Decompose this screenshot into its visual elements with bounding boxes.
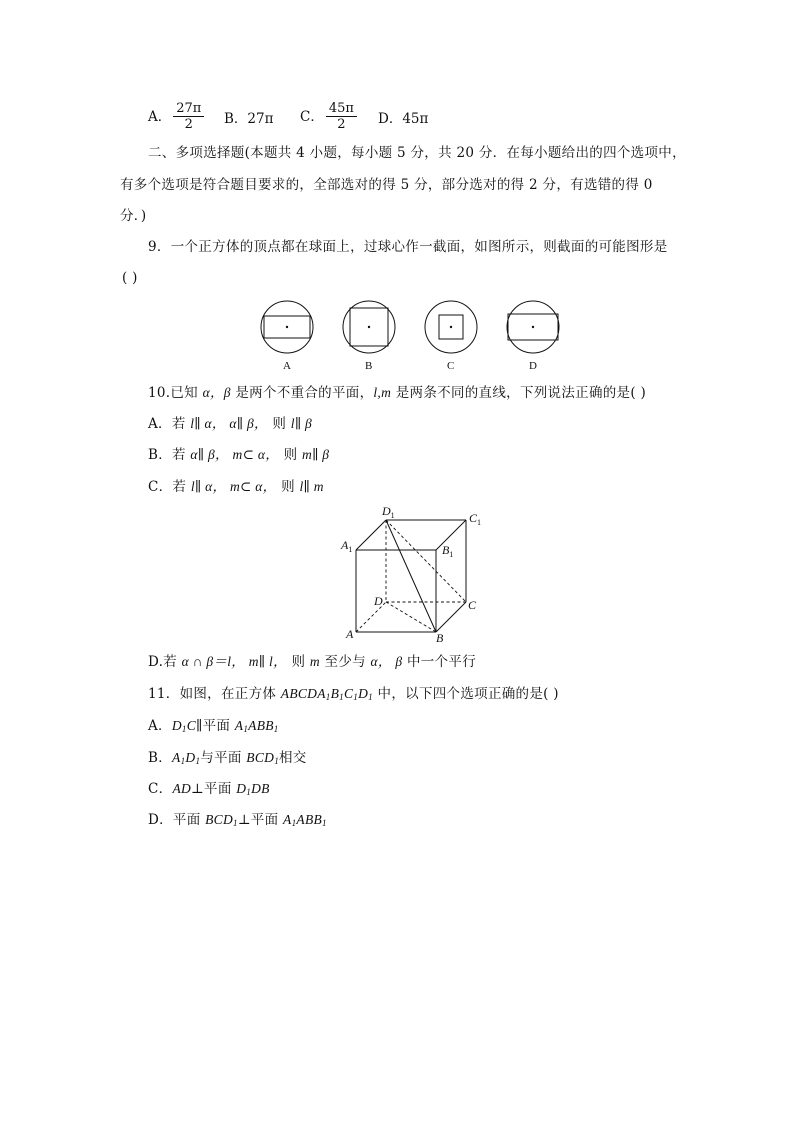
q10-option-c-condition: l∥ α， m⊂ α，	[190, 479, 277, 494]
q9-figure-d-center	[532, 326, 534, 328]
q10-option-d-condition: α ∩ β＝l， m∥ l，	[181, 654, 287, 669]
q11-stem-b1-sub: 1	[339, 692, 344, 702]
q11-option-c	[148, 780, 270, 801]
cube-label-b1	[442, 543, 453, 559]
cube-label-c1-sub: 1	[477, 518, 482, 527]
q9-figure-c-center	[450, 326, 452, 328]
q11-option-b-text: 与平面	[200, 750, 247, 766]
q11-b-d1-sub: 1	[195, 756, 201, 766]
q10-option-a	[148, 415, 312, 433]
q9-figure-a-label: A	[283, 360, 291, 372]
q11-b-a1-letter: A	[172, 750, 181, 765]
q11-stem-a1-letter: A	[317, 686, 326, 701]
q10-option-c-result: l∥ m	[299, 479, 324, 494]
q10-stem-suffix: 是两条不同的直线，下列说法正确的是( )	[391, 385, 647, 401]
cube-label-b: B	[436, 631, 444, 644]
q10-option-b-result: m∥ β	[302, 447, 330, 462]
q11-option-a-plane	[235, 718, 279, 733]
q10-option-c-prefix: C．若	[148, 479, 191, 495]
q11-b-d1b-sub: 1	[274, 756, 279, 766]
q11-option-c-plane	[236, 781, 269, 796]
section2-line-1: 二、多项选择题(本题共 4 小题，每小题 5 分，共 20 分．在每小题给出的四个选项中，	[148, 145, 686, 161]
cube-label-a: A	[346, 627, 354, 641]
q11-option-a-text: ∥平面	[196, 718, 235, 734]
q11-d-d1-letter: D	[222, 812, 234, 827]
q11-d-b-letter: B	[205, 812, 214, 827]
q8-option-c-numerator: 45π	[326, 101, 357, 117]
q11-c-d1-letter: D	[236, 781, 247, 796]
q11-option-b-plane	[246, 750, 279, 765]
q8-option-d-value: 45π	[402, 111, 429, 127]
q11-c-d1-sub: 1	[246, 787, 252, 797]
q11-b-c-letter: C	[254, 750, 265, 765]
q11-b-d1b-letter: D	[264, 750, 275, 765]
q11-a-c-letter: C	[186, 718, 197, 733]
q11-a-a1-sub: 1	[243, 724, 249, 734]
q10-stem	[148, 384, 646, 402]
q11-d-a-letter: A	[296, 812, 305, 827]
q11-c-b-letter: B	[261, 781, 270, 796]
q11-a-d-letter: D	[171, 718, 182, 733]
q11-option-b	[148, 749, 307, 770]
q10-option-a-then: 则	[267, 416, 291, 432]
q11-d-d1-sub: 1	[233, 818, 238, 828]
cube-figure-svg	[336, 502, 486, 644]
q10-option-b-condition: α∥ β， m⊂ α，	[190, 447, 280, 462]
section2-line-3: 分．)	[120, 208, 147, 224]
q10-option-c	[148, 478, 324, 496]
q11-option-c-line	[172, 781, 191, 796]
q11-option-d-prefix: D．平面	[148, 812, 206, 828]
q10-option-d-m: m	[309, 654, 320, 669]
q11-b-b-letter: B	[246, 750, 255, 765]
q8-option-d-label: D．	[378, 111, 403, 127]
q8-option-b-label: B．	[224, 111, 248, 127]
cube-label-d: D	[374, 594, 383, 608]
q11-c-d2-letter: D	[251, 781, 262, 796]
cube-edge-b1c1	[436, 520, 466, 550]
q11-option-b-prefix: B．	[148, 750, 173, 766]
q8-option-c-label: C．	[300, 109, 324, 125]
cube-label-c1-letter: C	[469, 511, 478, 525]
cube-edge-bc	[436, 602, 466, 632]
q11-stem-d1-letter: D	[358, 686, 369, 701]
cube-label-b1-sub: 1	[449, 550, 454, 559]
q9-figure-b-center	[368, 326, 370, 328]
q11-option-a-line	[172, 718, 196, 733]
cube-label-a1-letter: A	[341, 538, 349, 552]
q11-d-b1-letter: B	[313, 812, 323, 827]
q11-stem-prefix: 11．如图，在正方体	[148, 686, 281, 702]
q11-b-d1-letter: D	[185, 750, 196, 765]
section2-line-2: 有多个选项是符合题目要求的，全部选对的得 5 分，部分选对的得 2 分，有选错的得 0	[120, 177, 653, 193]
q9-figure-d	[507, 301, 559, 372]
q10-option-a-condition: l∥ α， α∥ β，	[190, 416, 268, 431]
q11-d-b2-letter: B	[304, 812, 314, 827]
q8-option-c	[300, 101, 359, 133]
cube-label-d1	[381, 504, 395, 520]
q11-d-a1-sub: 1	[291, 818, 297, 828]
q10-option-d	[148, 653, 476, 671]
q11-stem-cube	[281, 686, 373, 701]
q11-a-b1-sub: 1	[273, 724, 279, 734]
q10-option-d-suffix: 中一个平行	[402, 654, 476, 670]
q11-a-b1-letter: B	[265, 718, 274, 733]
cube-label-a1-sub: 1	[348, 545, 353, 554]
q9-stem-line-1: 9．一个正方体的顶点都在球面上，过球心作一截面，如图所示，则截面的可能图形是	[148, 239, 668, 255]
q10-stem-prefix: 10.已知	[148, 385, 203, 401]
q8-option-a-fraction	[173, 101, 204, 133]
q9-figure-b-label: B	[365, 360, 373, 372]
q8-option-a-numerator: 27π	[173, 101, 204, 117]
q11-a-d-sub: 1	[181, 724, 187, 734]
cube-figure	[336, 502, 486, 644]
q11-d-c-letter: C	[213, 812, 223, 827]
q9-figure-c-label: C	[447, 360, 455, 372]
q8-option-a-label: A．	[148, 109, 172, 125]
q8-option-c-fraction	[326, 101, 357, 133]
q10-option-d-then: 则	[286, 654, 310, 670]
q11-d-b1-sub: 1	[322, 818, 327, 828]
q9-figure-c	[425, 301, 477, 372]
q11-a-a-letter: A	[248, 718, 257, 733]
q11-stem	[148, 685, 559, 706]
q11-a-a1-letter: A	[234, 718, 244, 733]
q11-stem-a1-sub: 1	[325, 692, 331, 702]
cube-label-d1-letter: D	[382, 504, 391, 518]
q8-option-b-value: 27π	[247, 111, 274, 127]
q8-option-c-denominator: 2	[337, 117, 346, 132]
q11-option-d-text: ⊥平面	[237, 812, 284, 828]
q9-figure-b	[343, 301, 395, 372]
q11-option-d-plane2	[283, 812, 327, 827]
q10-stem-mid: 是两个不重合的平面，	[230, 385, 374, 401]
q11-option-d	[148, 811, 327, 832]
q11-option-b-suffix: 相交	[279, 750, 307, 766]
q11-d-a1-letter: A	[283, 812, 292, 827]
cube-label-c: C	[468, 598, 477, 612]
q11-c-d-letter: D	[180, 781, 192, 796]
q11-option-a-prefix: A．	[148, 718, 172, 734]
q11-b-a1-sub: 1	[180, 756, 186, 766]
cube-edge-d1a1	[356, 520, 386, 550]
q11-stem-b1-letter: B	[330, 686, 340, 701]
q8-option-d	[378, 110, 428, 128]
q8-option-a-denominator: 2	[184, 117, 193, 132]
q11-option-c-text: ⊥平面	[191, 781, 237, 797]
cube-label-a1	[340, 538, 352, 554]
q10-option-b-prefix: B．若	[148, 447, 191, 463]
q10-option-a-result: l∥ β	[290, 416, 313, 431]
cube-segment-db-hidden	[386, 602, 436, 632]
q10-stem-planes: α，β	[202, 385, 231, 400]
q8-option-a	[148, 101, 206, 133]
q11-stem-suffix: 中，以下四个选项正确的是( )	[372, 686, 559, 702]
q11-stem-cube-base: ABCD	[280, 686, 318, 701]
q11-c-a-letter: A	[172, 781, 181, 796]
q11-option-c-prefix: C．	[148, 781, 173, 797]
q11-option-b-line	[172, 750, 200, 765]
q11-option-a	[148, 717, 279, 738]
q11-stem-c1-sub: 1	[353, 692, 359, 702]
cube-label-b1-letter: B	[442, 543, 450, 557]
cube-label-d1-sub: 1	[390, 511, 395, 520]
q9-figure-svg	[255, 298, 565, 376]
q10-option-b	[148, 446, 329, 464]
q11-stem-d1-sub: 1	[368, 692, 373, 702]
q10-option-d-mid: 至少与	[319, 654, 371, 670]
q11-a-b-letter: B	[256, 718, 266, 733]
q10-option-d-planes: α， β	[370, 654, 403, 669]
q9-figure-a	[261, 301, 313, 372]
cube-segment-d1b	[386, 520, 436, 632]
q9-figure-a-center	[286, 326, 288, 328]
cube-label-c1	[469, 511, 481, 527]
q11-option-d-plane1	[205, 812, 238, 827]
q9-stem-line-2: ( )	[122, 270, 138, 286]
q11-stem-c1-letter: C	[343, 686, 354, 701]
q9-figure	[255, 298, 565, 376]
q10-option-d-prefix: D.若	[148, 654, 182, 670]
q10-option-b-then: 则	[279, 447, 303, 463]
q10-stem-lines: l,m	[373, 385, 392, 400]
q10-option-c-then: 则	[276, 479, 300, 495]
q9-figure-d-label: D	[529, 360, 537, 372]
q10-option-a-prefix: A．若	[148, 416, 191, 432]
q8-option-b	[224, 110, 273, 128]
